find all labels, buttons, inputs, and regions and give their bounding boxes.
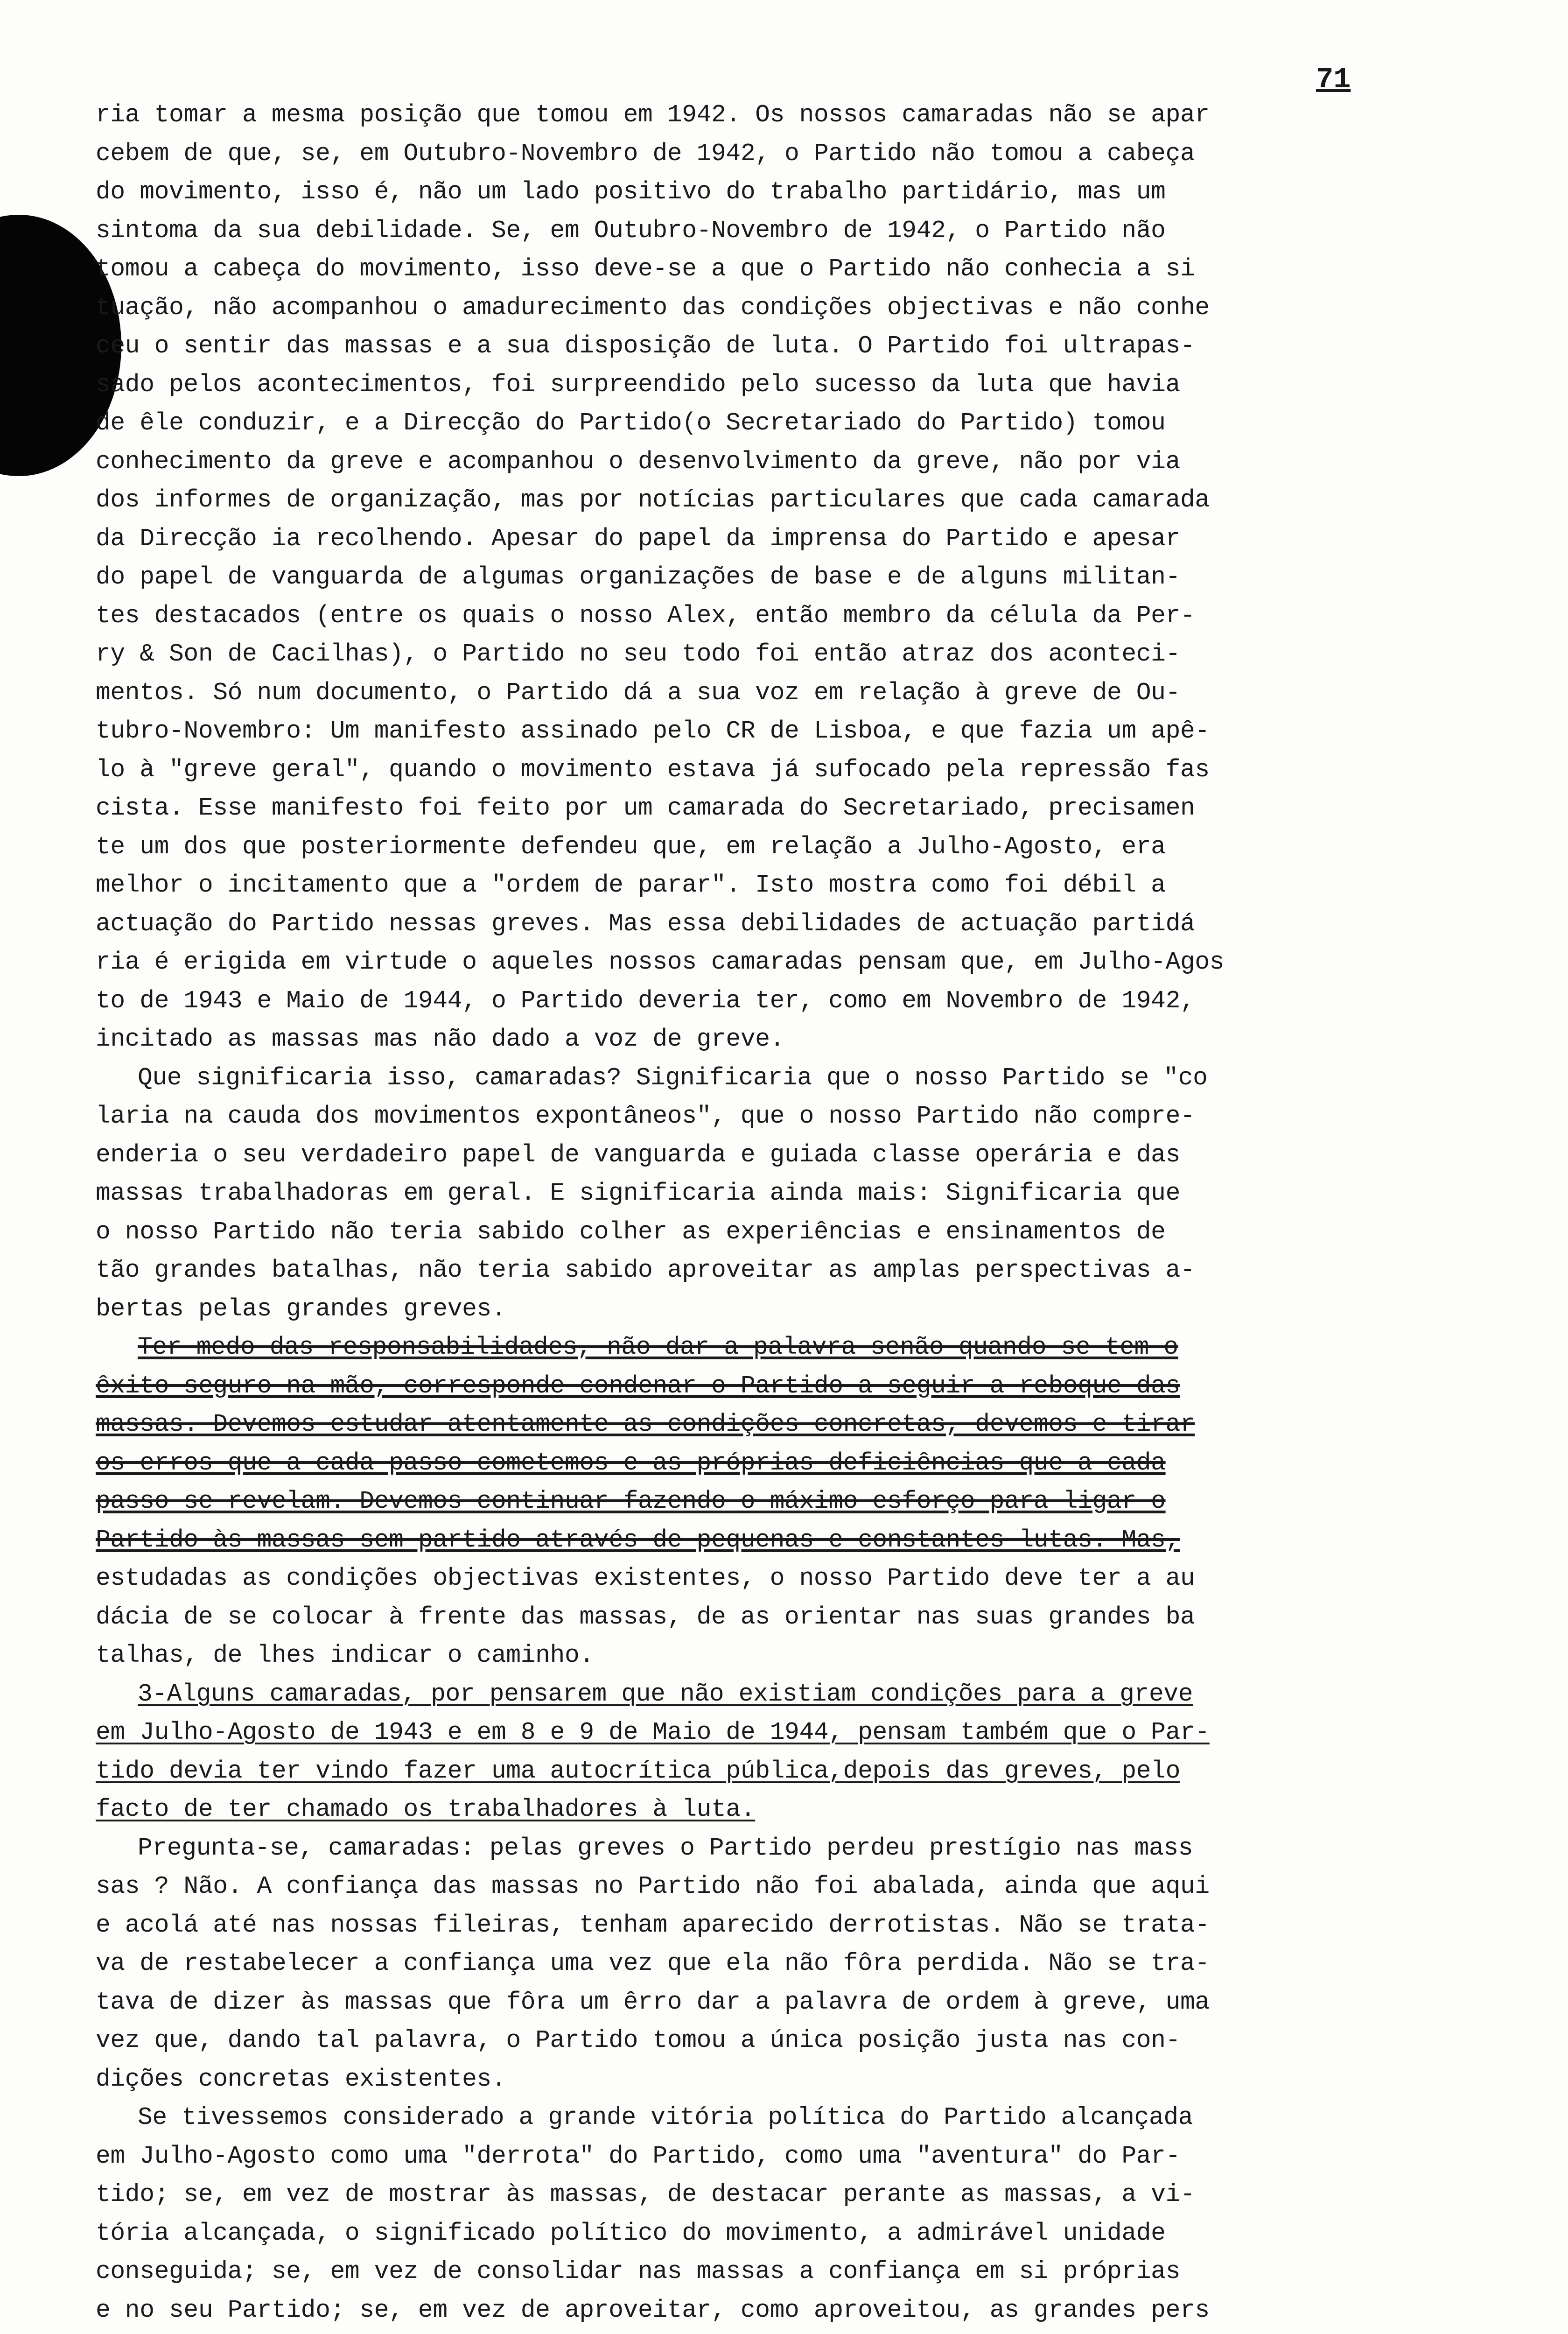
- text-line: [96, 2329, 1505, 2334]
- text-line: bertas pelas grandes greves.: [96, 1294, 506, 1323]
- text-line: sado pelos acontecimentos, foi surpreendido pelo sucesso da luta que havia: [96, 370, 1180, 399]
- text-line: melhor o incitamento que a "ordem de parar". Isto mostra como foi débil a: [96, 871, 1166, 899]
- text-line: Se tivessemos considerado a grande vitória política do Partido alcançada: [138, 2103, 1193, 2131]
- text-line: tomou a cabeça do movimento, isso deve-se a que o Partido não conhecia a si: [96, 255, 1195, 283]
- text-line: de êle conduzir, e a Direcção do Partido(o Secretariado do Partido) tomou: [96, 409, 1166, 437]
- text-line: tava de dizer às massas que fôra um êrro dar a palavra de ordem à greve, uma: [96, 1988, 1210, 2016]
- text-line: conhecimento da greve e acompanhou o desenvolvimento da greve, não por via: [96, 447, 1180, 476]
- text-line: laria na cauda dos movimentos expontâneos", que o nosso Partido não compre-: [96, 1102, 1195, 1130]
- text-line: te um dos que posteriormente defendeu que, em relação a Julho-Agosto, era: [96, 832, 1166, 861]
- text-line: ry & Son de Cacilhas), o Partido no seu todo foi então atraz dos aconteci-: [96, 640, 1180, 668]
- text-line: tuação, não acompanhou o amadurecimento das condições objectivas e não conhe: [96, 293, 1210, 322]
- text-line: e no seu Partido; se, em vez de aproveitar, como aproveitou, as grandes pers: [96, 2296, 1210, 2324]
- text-line: passo se revelam. Devemos continuar fazendo o máximo esforço para ligar o: [96, 1487, 1166, 1515]
- text-line: lo à "greve geral", quando o movimento estava já sufocado pela repressão fas: [96, 755, 1210, 784]
- text-line: tão grandes batalhas, não teria sabido aproveitar as amplas perspectivas a-: [96, 1256, 1195, 1284]
- text-line: tido; se, em vez de mostrar às massas, de destacar perante as massas, a vi-: [96, 2180, 1195, 2208]
- text-line: talhas, de lhes indicar o caminho.: [96, 1641, 594, 1669]
- text-line: facto de ter chamado os trabalhadores à luta.: [96, 1795, 756, 1823]
- text-line: tória alcançada, o significado político do movimento, a admirável unidade: [96, 2219, 1166, 2247]
- text-line: dições concretas existentes.: [96, 2065, 506, 2093]
- text-line: enderia o seu verdadeiro papel de vanguarda e guiada classe operária e das: [96, 1140, 1180, 1169]
- text-line: to de 1943 e Maio de 1944, o Partido deveria ter, como em Novembro de 1942,: [96, 986, 1195, 1015]
- text-line: mentos. Só num documento, o Partido dá a sua voz em relação à greve de Ou-: [96, 678, 1180, 707]
- text-line: êxito seguro na mão, corresponde condenar o Partido a seguir a reboque das: [96, 1371, 1180, 1400]
- text-line: os erros que a cada passo cometemos e as próprias deficiências que a cada: [96, 1448, 1166, 1477]
- text-line: incitado as massas mas não dado a voz de greve.: [96, 1025, 785, 1053]
- text-line: sintoma da sua debilidade. Se, em Outubro-Novembro de 1942, o Partido não: [96, 216, 1166, 245]
- text-line: tido devia ter vindo fazer uma autocrítica pública,depois das greves, pelo: [96, 1757, 1180, 1785]
- text-line: o nosso Partido não teria sabido colher as experiências e ensinamentos de: [96, 1217, 1166, 1246]
- text-line: cebem de que, se, em Outubro-Novembro de 1942, o Partido não tomou a cabeça: [96, 139, 1195, 168]
- text-line: Partido às massas sem-partido através de pequenas e constantes lutas. Mas,: [96, 1526, 1180, 1554]
- text-line: va de restabelecer a confiança uma vez que ela não fôra perdida. Não se tra-: [96, 1949, 1210, 1977]
- text-line: cista. Esse manifesto foi feito por um camarada do Secretariado, precisamen: [96, 794, 1195, 822]
- text-line: massas. Devemos estudar atentamente as condições concretas, devemos e tirar: [96, 1410, 1195, 1438]
- text-line: actuação do Partido nessas greves. Mas essa debilidades de actuação partidá: [96, 909, 1195, 938]
- text-line: massas trabalhadoras em geral. E significaria ainda mais: Significaria que: [96, 1179, 1180, 1207]
- text-line: 3-Alguns camaradas, por pensarem que não existiam condições para a greve: [138, 1680, 1193, 1708]
- text-line: ria é erigida em virtude o aqueles nossos camaradas pensam que, em Julho-Agos: [96, 948, 1225, 976]
- text-line: do movimento, isso é, não um lado positivo do trabalho partidário, mas um: [96, 178, 1166, 206]
- typewritten-text-body: [96, 96, 1505, 2334]
- text-line: vez que, dando tal palavra, o Partido tomou a única posição justa nas con-: [96, 2026, 1180, 2054]
- text-line: conseguida; se, em vez de consolidar nas massas a confiança em si próprias: [96, 2257, 1180, 2285]
- text-line: em Julho-Agosto como uma "derrota" do Partido, como uma "aventura" do Par-: [96, 2142, 1180, 2170]
- text-line: ria tomar a mesma posição que tomou em 1942. Os nossos camaradas não se apar: [96, 101, 1210, 129]
- text-line: e acolá até nas nossas fileiras, tenham aparecido derrotistas. Não se trata-: [96, 1911, 1210, 1939]
- text-line: da Direcção ia recolhendo. Apesar do papel da imprensa do Partido e apesar: [96, 524, 1180, 553]
- text-line: Pregunta-se, camaradas: pelas greves o Partido perdeu prestígio nas mass: [138, 1834, 1193, 1862]
- text-line: dácia de se colocar à frente das massas, de as orientar nas suas grandes ba: [96, 1603, 1195, 1631]
- text-line: dos informes de organização, mas por notícias particulares que cada camarada: [96, 486, 1210, 514]
- text-line: tubro-Novembro: Um manifesto assinado pelo CR de Lisboa, e que fazia um apê-: [96, 717, 1210, 745]
- text-line: do papel de vanguarda de algumas organizações de base e de alguns militan-: [96, 563, 1180, 591]
- text-line: em Julho-Agosto de 1943 e em 8 e 9 de Maio de 1944, pensam também que o Par-: [96, 1718, 1210, 1746]
- text-line: tes destacados (entre os quais o nosso Alex, então membro da célula da Per-: [96, 601, 1195, 630]
- page-number: 71: [1316, 63, 1351, 96]
- text-line: sas ? Não. A confiança das massas no Partido não foi abalada, ainda que aqui: [96, 1872, 1210, 1900]
- text-line: estudadas as condições objectivas existentes, o nosso Partido deve ter a au: [96, 1564, 1195, 1592]
- text-line: Que significaria isso, camaradas? Significaria que o nosso Partido se "co: [138, 1063, 1208, 1092]
- text-line: ceu o sentir das massas e a sua disposição de luta. O Partido foi ultrapas-: [96, 332, 1195, 360]
- text-line: Ter medo das responsabilidades, não dar a palavra senão quando se tem o: [138, 1333, 1178, 1361]
